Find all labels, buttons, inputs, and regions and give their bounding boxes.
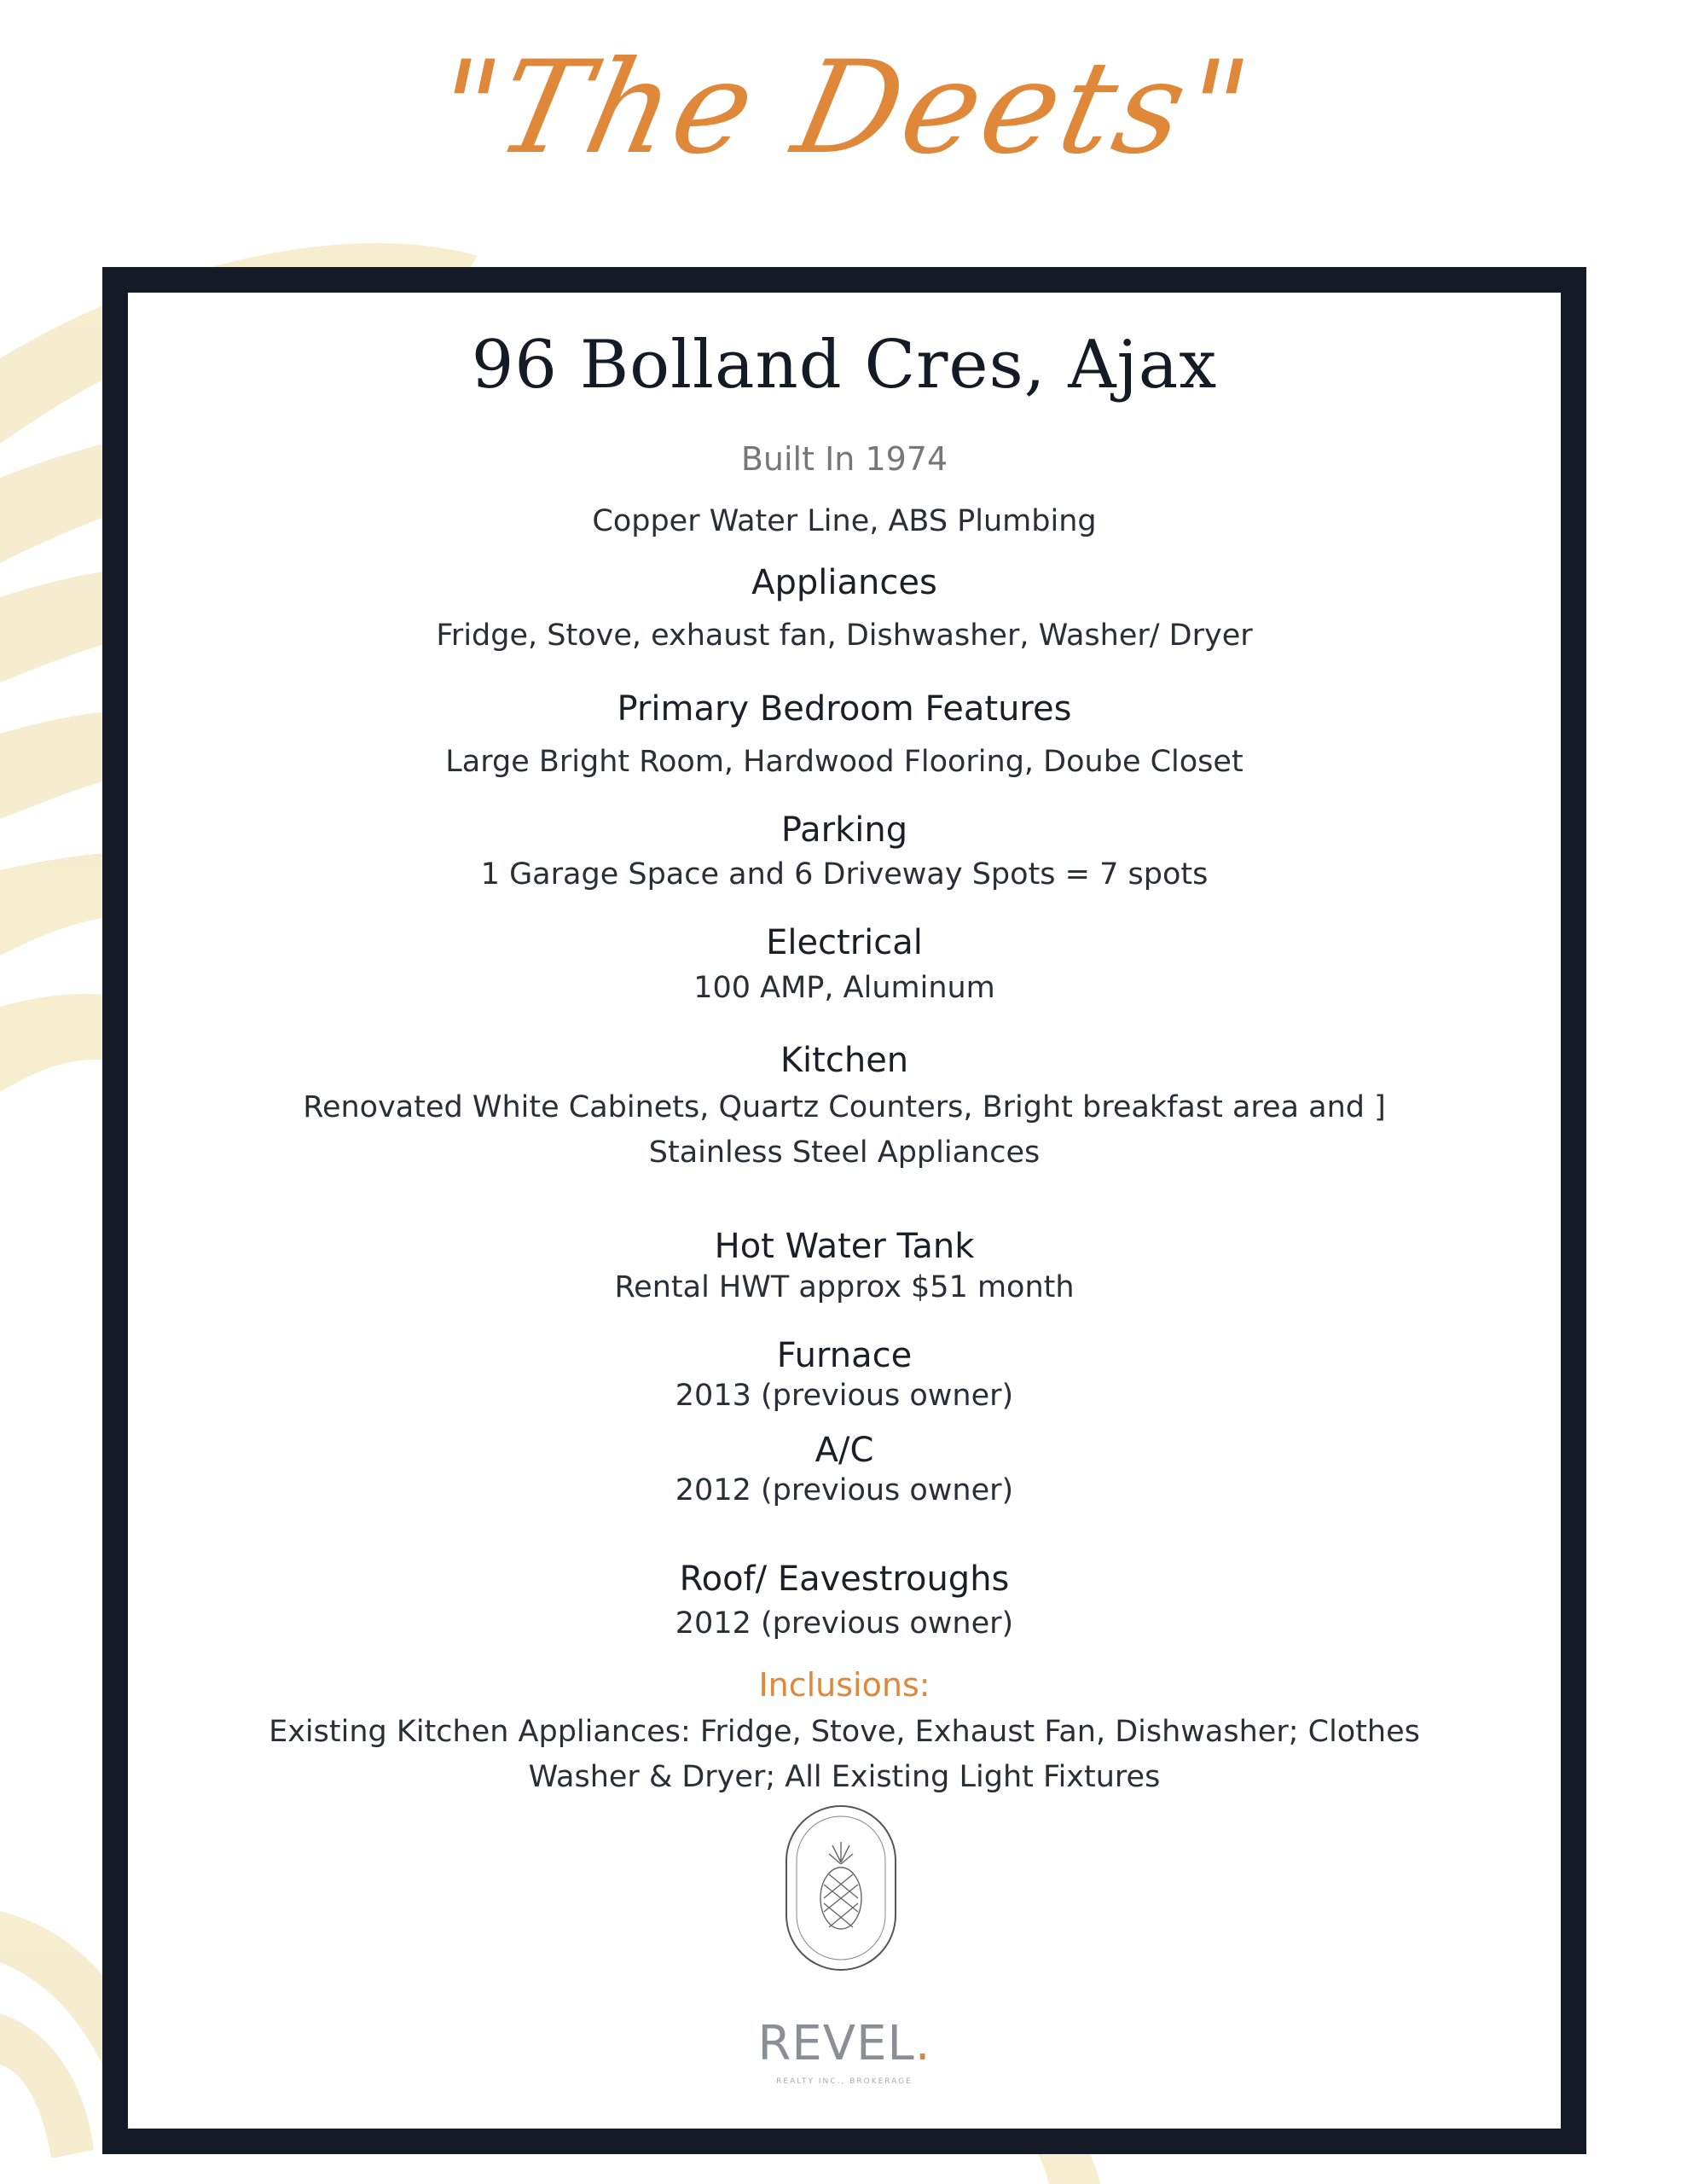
section-body: 2012 (previous owner) [675,1606,1014,1641]
property-address: 96 Bolland Cres, Ajax [471,327,1218,404]
year-built: Built In 1974 [740,440,948,478]
section-heading: Roof/ Eavestroughs [679,1560,1010,1599]
section-body: 2013 (previous owner) [675,1379,1014,1413]
plumbing-note: Copper Water Line, ABS Plumbing [592,504,1097,538]
section-body: Rental HWT approx $51 month [614,1270,1075,1304]
section-heading: Electrical [766,923,923,962]
section-heading: Hot Water Tank [714,1227,975,1266]
section-body: Large Bright Room, Hardwood Flooring, Doube Closet [445,745,1244,779]
revel-logo [128,2016,1561,2071]
section-body: Renovated White Cabinets, Quartz Counters, Bright breakfast area and ] [303,1090,1386,1124]
pineapple-badge-logo [781,1803,901,1973]
revel-wordmark: REVEL [757,2016,915,2071]
revel-dot: . [914,2016,931,2071]
section-heading: A/C [815,1431,874,1470]
section-body: 100 AMP, Aluminum [693,971,995,1005]
section-heading: Appliances [751,563,937,602]
section-body: Fridge, Stove, exhaust fan, Dishwasher, Washer/ Dryer [436,619,1253,653]
section-heading: Parking [780,810,908,850]
section-body: Stainless Steel Appliances [648,1136,1041,1170]
script-title: "The Deets" [422,34,1265,183]
section-heading: Kitchen [780,1041,909,1080]
section-body: 2012 (previous owner) [675,1473,1014,1507]
section-heading: Primary Bedroom Features [617,689,1072,729]
revel-subtitle: REALTY INC., BROKERAGE [776,2077,913,2086]
section-heading: Furnace [776,1336,913,1375]
inclusions-heading: Inclusions: [758,1666,930,1704]
section-body: 1 Garage Space and 6 Driveway Spots = 7 spots [480,857,1209,892]
inclusions-line: Existing Kitchen Appliances: Fridge, Stove, Exhaust Fan, Dishwasher; Clothes [269,1715,1420,1749]
inclusions-line: Washer & Dryer; All Existing Light Fixtures [528,1760,1161,1794]
details-card [102,267,1586,2154]
